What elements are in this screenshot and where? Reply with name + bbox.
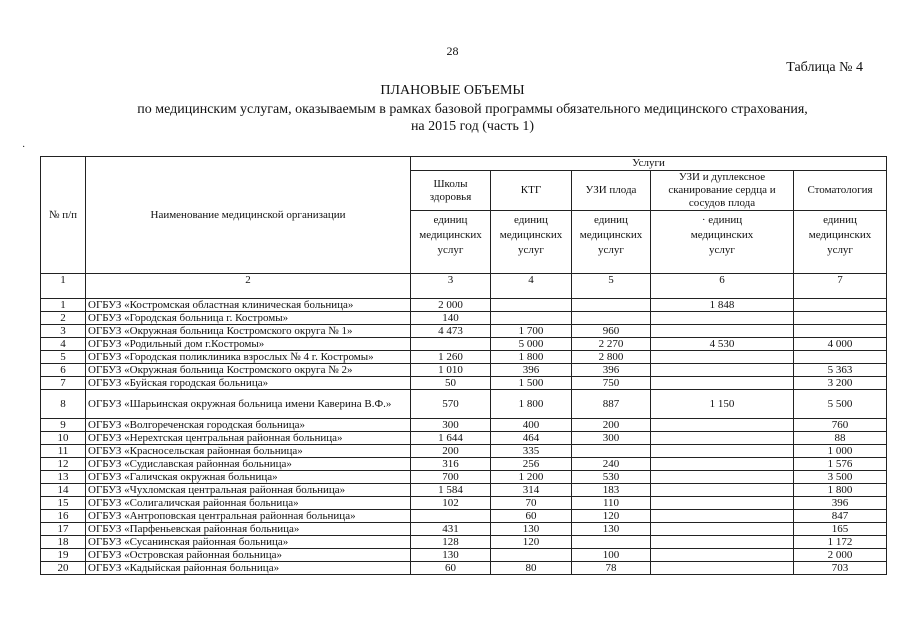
row-number: 13 bbox=[41, 471, 86, 484]
value-dentistry: 5 500 bbox=[794, 390, 887, 419]
row-number: 14 bbox=[41, 484, 86, 497]
table-row bbox=[41, 338, 887, 351]
value-ctg bbox=[491, 312, 572, 325]
org-name: ОГБУЗ «Галичская окружная больница» bbox=[86, 471, 411, 484]
row-number: 16 bbox=[41, 510, 86, 523]
value-dentistry: 1 000 bbox=[794, 445, 887, 458]
value-dentistry: 396 bbox=[794, 497, 887, 510]
value-fetal-ultrasound: 120 bbox=[572, 510, 651, 523]
row-number: 20 bbox=[41, 562, 86, 575]
value-health-schools: 316 bbox=[411, 458, 491, 471]
value-fetal-ultrasound: 240 bbox=[572, 458, 651, 471]
row-number: 4 bbox=[41, 338, 86, 351]
org-name: ОГБУЗ «Сусанинская районная больница» bbox=[86, 536, 411, 549]
org-name: ОГБУЗ «Шарьинская окружная больница имени Каверина В.Ф.» bbox=[86, 390, 411, 419]
org-name: ОГБУЗ «Парфеньевская районная больница» bbox=[86, 523, 411, 536]
header-col3: Школы здоровья bbox=[411, 171, 491, 211]
value-health-schools: 570 bbox=[411, 390, 491, 419]
value-dentistry: 3 500 bbox=[794, 471, 887, 484]
value-dentistry bbox=[794, 325, 887, 338]
value-dentistry: 703 bbox=[794, 562, 887, 575]
org-name: ОГБУЗ «Буйская городская больница» bbox=[86, 377, 411, 390]
document-title: ПЛАНОВЫЕ ОБЪЕМЫ bbox=[380, 83, 525, 98]
value-fetal-ultrasound bbox=[572, 299, 651, 312]
value-ctg: 1 700 bbox=[491, 325, 572, 338]
value-duplex-scan bbox=[651, 484, 794, 497]
col-index-4: 4 bbox=[491, 274, 572, 299]
value-ctg: 120 bbox=[491, 536, 572, 549]
value-health-schools: 1 260 bbox=[411, 351, 491, 364]
value-ctg bbox=[491, 299, 572, 312]
value-fetal-ultrasound: 2 800 bbox=[572, 351, 651, 364]
value-dentistry: 847 bbox=[794, 510, 887, 523]
table-row bbox=[41, 471, 887, 484]
value-dentistry: 88 bbox=[794, 432, 887, 445]
unit-col6: · единиц медицинских услуг bbox=[651, 211, 794, 274]
value-fetal-ultrasound: 396 bbox=[572, 364, 651, 377]
value-duplex-scan: 1 848 bbox=[651, 299, 794, 312]
org-name: ОГБУЗ «Нерехтская центральная районная больница» bbox=[86, 432, 411, 445]
value-health-schools: 102 bbox=[411, 497, 491, 510]
col-index-3: 3 bbox=[411, 274, 491, 299]
value-ctg: 80 bbox=[491, 562, 572, 575]
value-ctg: 396 bbox=[491, 364, 572, 377]
value-ctg: 400 bbox=[491, 419, 572, 432]
row-number: 5 bbox=[41, 351, 86, 364]
unit-col7: единиц медицинских услуг bbox=[794, 211, 887, 274]
value-health-schools: 140 bbox=[411, 312, 491, 325]
value-health-schools: 4 473 bbox=[411, 325, 491, 338]
value-dentistry: 165 bbox=[794, 523, 887, 536]
org-name: ОГБУЗ «Кадыйская районная больница» bbox=[86, 562, 411, 575]
page-number: 28 bbox=[446, 44, 459, 58]
row-number: 10 bbox=[41, 432, 86, 445]
table-row bbox=[41, 364, 887, 377]
value-health-schools: 431 bbox=[411, 523, 491, 536]
value-fetal-ultrasound: 530 bbox=[572, 471, 651, 484]
value-health-schools: 200 bbox=[411, 445, 491, 458]
value-duplex-scan bbox=[651, 497, 794, 510]
value-dentistry: 3 200 bbox=[794, 377, 887, 390]
row-number: 6 bbox=[41, 364, 86, 377]
value-dentistry: 1 800 bbox=[794, 484, 887, 497]
value-ctg: 314 bbox=[491, 484, 572, 497]
header-col4: КТГ bbox=[491, 171, 572, 211]
value-dentistry bbox=[794, 351, 887, 364]
row-number: 2 bbox=[41, 312, 86, 325]
table-row bbox=[41, 484, 887, 497]
table-row bbox=[41, 325, 887, 338]
value-fetal-ultrasound: 110 bbox=[572, 497, 651, 510]
value-duplex-scan bbox=[651, 458, 794, 471]
unit-col5: единиц медицинских услуг bbox=[572, 211, 651, 274]
org-name: ОГБУЗ «Солигаличская районная больница» bbox=[86, 497, 411, 510]
subtitle-line-1: по медицинским услугам, оказываемым в рамках базовой программы обязательного медицинского страхования, bbox=[137, 102, 808, 117]
value-fetal-ultrasound: 750 bbox=[572, 377, 651, 390]
row-number: 15 bbox=[41, 497, 86, 510]
value-ctg: 1 800 bbox=[491, 351, 572, 364]
value-ctg: 256 bbox=[491, 458, 572, 471]
value-health-schools: 300 bbox=[411, 419, 491, 432]
document-subtitle bbox=[20, 101, 905, 135]
value-duplex-scan bbox=[651, 325, 794, 338]
value-ctg: 1 200 bbox=[491, 471, 572, 484]
value-duplex-scan bbox=[651, 471, 794, 484]
value-duplex-scan bbox=[651, 523, 794, 536]
row-number: 1 bbox=[41, 299, 86, 312]
value-duplex-scan bbox=[651, 536, 794, 549]
col-index-1: 1 bbox=[41, 274, 86, 299]
value-health-schools: 130 bbox=[411, 549, 491, 562]
col-index-5: 5 bbox=[572, 274, 651, 299]
row-number: 17 bbox=[41, 523, 86, 536]
value-health-schools bbox=[411, 338, 491, 351]
value-duplex-scan: 1 150 bbox=[651, 390, 794, 419]
value-fetal-ultrasound: 130 bbox=[572, 523, 651, 536]
value-duplex-scan bbox=[651, 377, 794, 390]
table-label: Таблица № 4 bbox=[786, 60, 863, 75]
org-name: ОГБУЗ «Городская поликлиника взрослых № 4 г. Костромы» bbox=[86, 351, 411, 364]
value-ctg: 130 bbox=[491, 523, 572, 536]
value-ctg: 335 bbox=[491, 445, 572, 458]
table-row bbox=[41, 510, 887, 523]
volumes-table bbox=[40, 156, 887, 575]
value-health-schools: 1 010 bbox=[411, 364, 491, 377]
value-duplex-scan bbox=[651, 549, 794, 562]
value-fetal-ultrasound: 960 bbox=[572, 325, 651, 338]
table-row bbox=[41, 432, 887, 445]
value-duplex-scan bbox=[651, 351, 794, 364]
header-col5: УЗИ плода bbox=[572, 171, 651, 211]
value-fetal-ultrasound bbox=[572, 445, 651, 458]
value-fetal-ultrasound: 300 bbox=[572, 432, 651, 445]
speck-mark: · bbox=[22, 142, 26, 153]
table-row bbox=[41, 299, 887, 312]
value-fetal-ultrasound: 78 bbox=[572, 562, 651, 575]
header-org: Наименование медицинской организации bbox=[86, 157, 411, 274]
value-health-schools: 1 584 bbox=[411, 484, 491, 497]
table-row bbox=[41, 312, 887, 325]
value-fetal-ultrasound: 183 bbox=[572, 484, 651, 497]
org-name: ОГБУЗ «Городская больница г. Костромы» bbox=[86, 312, 411, 325]
row-number: 8 bbox=[41, 390, 86, 419]
table-row bbox=[41, 549, 887, 562]
value-ctg: 5 000 bbox=[491, 338, 572, 351]
org-name: ОГБУЗ «Судиславская районная больница» bbox=[86, 458, 411, 471]
value-duplex-scan bbox=[651, 510, 794, 523]
value-dentistry bbox=[794, 312, 887, 325]
value-duplex-scan: 4 530 bbox=[651, 338, 794, 351]
value-health-schools: 700 bbox=[411, 471, 491, 484]
value-fetal-ultrasound: 2 270 bbox=[572, 338, 651, 351]
value-ctg: 464 bbox=[491, 432, 572, 445]
value-fetal-ultrasound: 887 bbox=[572, 390, 651, 419]
unit-col3: единиц медицинских услуг bbox=[411, 211, 491, 274]
header-services: Услуги bbox=[411, 157, 887, 171]
value-ctg: 70 bbox=[491, 497, 572, 510]
org-name: ОГБУЗ «Окружная больница Костромского округа № 2» bbox=[86, 364, 411, 377]
row-number: 12 bbox=[41, 458, 86, 471]
value-fetal-ultrasound: 100 bbox=[572, 549, 651, 562]
value-fetal-ultrasound: 200 bbox=[572, 419, 651, 432]
value-duplex-scan bbox=[651, 419, 794, 432]
col-index-6: 6 bbox=[651, 274, 794, 299]
value-health-schools: 1 644 bbox=[411, 432, 491, 445]
value-dentistry: 760 bbox=[794, 419, 887, 432]
value-health-schools: 60 bbox=[411, 562, 491, 575]
org-name: ОГБУЗ «Чухломская центральная районная больница» bbox=[86, 484, 411, 497]
table-row bbox=[41, 458, 887, 471]
header-col7: Стоматология bbox=[794, 171, 887, 211]
value-ctg: 1 500 bbox=[491, 377, 572, 390]
table-row bbox=[41, 351, 887, 364]
table-row bbox=[41, 377, 887, 390]
row-number: 3 bbox=[41, 325, 86, 338]
value-dentistry bbox=[794, 299, 887, 312]
table-row bbox=[41, 523, 887, 536]
value-health-schools bbox=[411, 510, 491, 523]
value-ctg: 1 800 bbox=[491, 390, 572, 419]
header-col6: УЗИ и дуплексное сканирование сердца и сосудов плода bbox=[651, 171, 794, 211]
value-duplex-scan bbox=[651, 445, 794, 458]
value-ctg: 60 bbox=[491, 510, 572, 523]
value-dentistry: 4 000 bbox=[794, 338, 887, 351]
value-dentistry: 1 576 bbox=[794, 458, 887, 471]
value-health-schools: 2 000 bbox=[411, 299, 491, 312]
table-row bbox=[41, 390, 887, 419]
value-duplex-scan bbox=[651, 364, 794, 377]
table-row bbox=[41, 445, 887, 458]
value-health-schools: 128 bbox=[411, 536, 491, 549]
org-name: ОГБУЗ «Костромская областная клиническая больница» bbox=[86, 299, 411, 312]
row-number: 7 bbox=[41, 377, 86, 390]
value-duplex-scan bbox=[651, 432, 794, 445]
value-dentistry: 1 172 bbox=[794, 536, 887, 549]
value-duplex-scan bbox=[651, 312, 794, 325]
value-fetal-ultrasound bbox=[572, 312, 651, 325]
org-name: ОГБУЗ «Родильный дом г.Костромы» bbox=[86, 338, 411, 351]
header-num: № п/п bbox=[41, 157, 86, 274]
row-number: 18 bbox=[41, 536, 86, 549]
row-number: 11 bbox=[41, 445, 86, 458]
value-duplex-scan bbox=[651, 562, 794, 575]
org-name: ОГБУЗ «Антроповская центральная районная больница» bbox=[86, 510, 411, 523]
row-number: 19 bbox=[41, 549, 86, 562]
value-fetal-ultrasound bbox=[572, 536, 651, 549]
value-health-schools: 50 bbox=[411, 377, 491, 390]
col-index-2: 2 bbox=[86, 274, 411, 299]
subtitle-line-2: на 2015 год (часть 1) bbox=[410, 119, 535, 134]
table-row bbox=[41, 419, 887, 432]
org-name: ОГБУЗ «Окружная больница Костромского округа № 1» bbox=[86, 325, 411, 338]
value-dentistry: 2 000 bbox=[794, 549, 887, 562]
row-number: 9 bbox=[41, 419, 86, 432]
table-row bbox=[41, 536, 887, 549]
col-index-7: 7 bbox=[794, 274, 887, 299]
org-name: ОГБУЗ «Красносельская районная больница» bbox=[86, 445, 411, 458]
value-dentistry: 5 363 bbox=[794, 364, 887, 377]
org-name: ОГБУЗ «Волгореченская городская больница» bbox=[86, 419, 411, 432]
unit-col4: единиц медицинских услуг bbox=[491, 211, 572, 274]
value-ctg bbox=[491, 549, 572, 562]
org-name: ОГБУЗ «Островская районная больница» bbox=[86, 549, 411, 562]
table-row bbox=[41, 562, 887, 575]
table-row bbox=[41, 497, 887, 510]
